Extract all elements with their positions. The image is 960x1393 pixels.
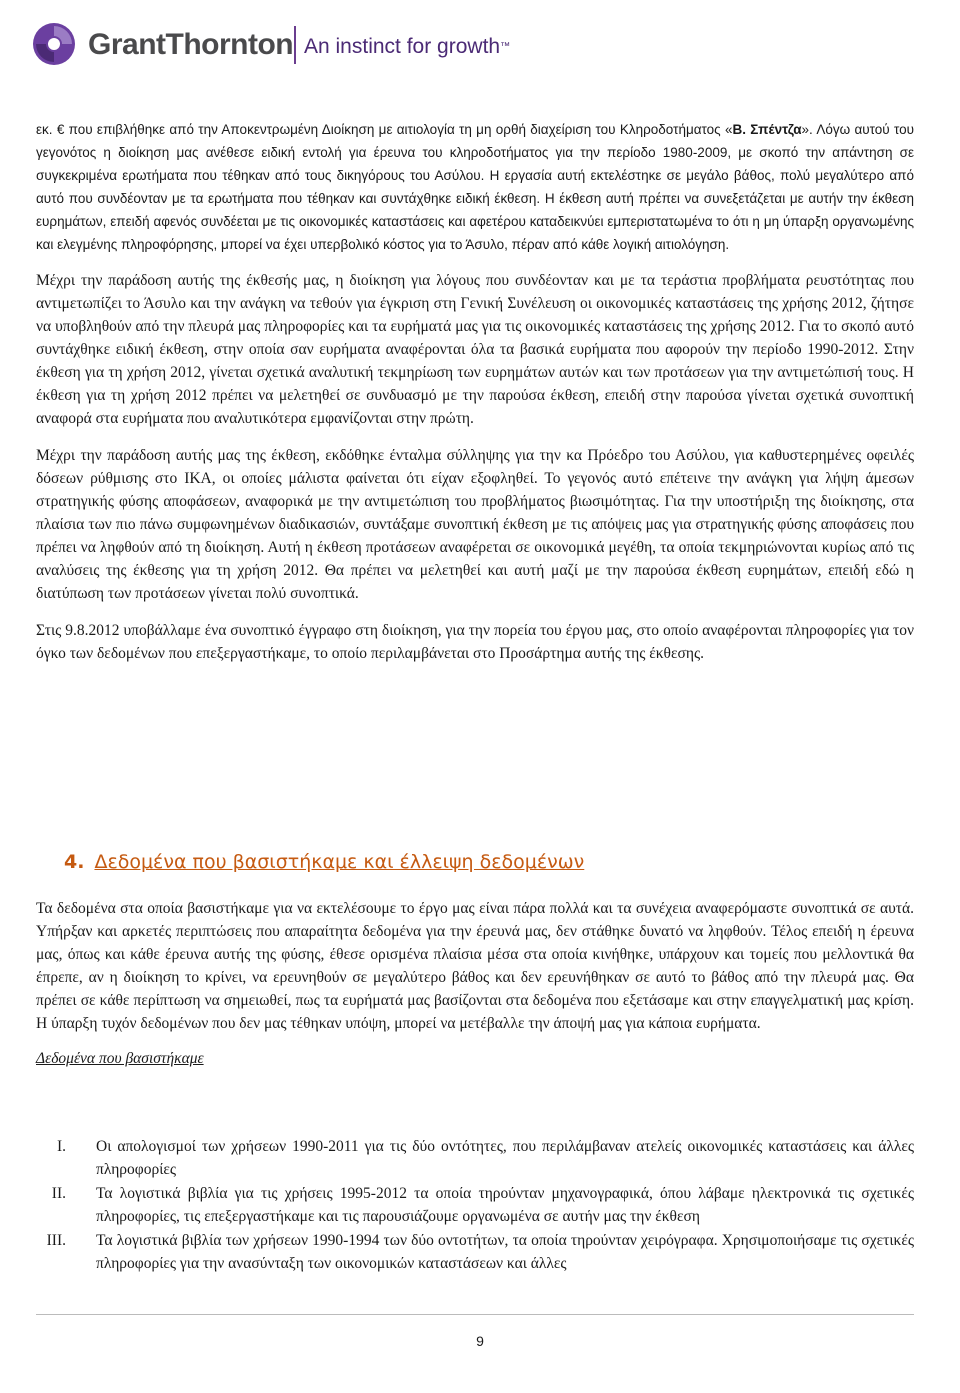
list-text: Οι απολογισμοί των χρήσεων 1990-2011 για τις δύο οντότητες, που περιλάμβαναν ατελείς οικονομικές καταστάσεις και άλλες πληροφορίες bbox=[96, 1138, 914, 1178]
text-run: ». Λόγω αυτού του γεγονότος η διοίκηση μας ανέθεσε ειδική εντολή για έρευνα του κληροδοτήματος για την περίοδο 1980-2009, με σκοπό την απάντηση σε συγκεκριμένα ερωτήματα που τέθηκαν από τους δικηγόρους του Ασύλου. Η εργασία αυτή εκτελέστηκε σε μεγάλο βάθος, πολύ μεγαλύτερο από αυτό που συνδέονταν με τα ερωτήματα που τέθηκαν και συντάχθηκε ειδική έκθεση. bbox=[36, 122, 914, 206]
section-title: Δεδομένα που βασιστήκαμε και έλλειψη δεδομένων bbox=[94, 851, 585, 873]
paragraph: Στις 9.8.2012 υποβάλλαμε ένα συνοπτικό έγγραφο στη διοίκηση, για την πορεία του έργου μας, στο οποίο αναφέρονται πληροφορίες για τον όγκο των δεδομένων που επεξεργαστήκαμε, το οποίο περιλαμβάνεται στο Προσάρτημα αυτής της έκθεσης. bbox=[36, 622, 914, 662]
main-content bbox=[36, 118, 914, 665]
brand-name: GrantThornton bbox=[88, 28, 294, 61]
list-item bbox=[36, 1229, 914, 1275]
section-paragraph: Τα δεδομένα στα οποία βασιστήκαμε για να εκτελέσουμε το έργο μας είναι πάρα πολλά και τα συνέχεια αναφερόμαστε συνοπτικά σε αυτά. Υπήρξαν και αρκετές περιπτώσεις που απαραίτητα δεδομένα για την έρευνά μας, δεν στάθηκε δυνατό να ληφθούν. Τέλος επειδή η έρευνα μας, όπως και κάθε έρευνα αυτής της φύσης, έθεσε ορισμένα πλαίσια μέσα στα οποία κινήθηκε, υπάρχουν και τομείς που μελλοντικά θα έπρεπε, αν η διοίκηση το κρίνει, να ερευνηθούν σε μεγαλύτερο βάθος και δεν ερευνήθηκαν σε αυτό το βάθος από την πλευρά μας. Θα πρέπει σε κάθε περίπτωση να σημειωθεί, πως τα ευρήματά μας βασίζονται στα δεδομένα που εξετάσαμε και στην επαγγελματική μας κρίση. Η ύπαρξη τυχόν δεδομένων που δεν μας τέθηκαν υπόψη, μπορεί να μετέβαλλε την άποψή μας για κάποια ευρήματα. bbox=[36, 900, 914, 1032]
text-run: Η έκθεση αυτή πρέπει να συνεξετάζεται με αυτήν την έκθεση ευρημάτων, επειδή αφενός συνδέεται με τις οικονομικές καταστάσεις και αφετέρου καταδεικνύει εμπεριστατωμένα το ότι η μη ύπαρξη οργανωμένης και ελεγμένης πληροφόρησης, μπορεί να έχει υπερβολικό κόστος για το Άσυλο, πέραν από κάθε λογική αιτιολόγηση. bbox=[36, 191, 914, 252]
bold-text: Β. Σπέντζα bbox=[732, 122, 802, 137]
paragraph: Μέχρι την παράδοση αυτής της έκθεσής μας, η διοίκηση για λόγους που συνδέονταν και με τα τεράστια προβλήματα ρευστότητας που αντιμετωπίζει το Άσυλο και την ανάγκη να τεθούν για έγκριση στη Γενική Συνέλευση οι οικονομικές καταστάσεις της χρήσης 2012, ζήτησε να υποβληθούν από την πλευρά μας πληροφορίες και τα ευρήματά μας για τις οικονομικές καταστάσεις της χρήσης 2012. Για το σκοπό αυτό συντάχθηκε ειδική έκθεση, στην οποία σαν ευρήματα αναφέρονται όλα τα βασικά ευρήματα που αφορούν την περίοδο 1990-2012. Στην έκθεση για τη χρήση 2012, γίνεται σχετικά αναλυτική τεκμηρίωση των ευρημάτων αυτών και των προτάσεων για την αντιμετώπισή τους. Η έκθεση για τη χρήση 2012 πρέπει να μελετηθεί σε συνδυασμό με την παρούσα έκθεση, επειδή στην παρούσα γίνεται σχετικά συνοπτική αναφορά στα ευρήματα που αναλυτικότερα εμφανίζονται στην πρώτη. bbox=[36, 272, 914, 427]
page-number: 9 bbox=[476, 1333, 484, 1349]
list-number: III. bbox=[46, 1232, 66, 1249]
header-divider bbox=[294, 26, 296, 64]
grant-thornton-logo-icon bbox=[32, 22, 76, 66]
header bbox=[32, 18, 932, 74]
section-content bbox=[36, 897, 914, 1070]
text-run: εκ. € που επιβλήθηκε από την Αποκεντρωμένη Διοίκηση με αιτιολογία τη μη ορθή διαχείριση του Κληροδοτήματος « bbox=[36, 122, 733, 137]
list-text: Τα λογιστικά βιβλία για τις χρήσεις 1995-2012 τα οποία τηρούνταν μηχανογραφικά, όπου λάβαμε ηλεκτρονικά τις σχετικές πληροφορίες, τις επεξεργαστήκαμε και τις παρουσιάζουμε οργανωμένα σε αυτήν μας την έκθεση bbox=[96, 1185, 914, 1225]
paragraph: Μέχρι την παράδοση αυτής μας της έκθεση, εκδόθηκε ένταλμα σύλληψης για την κα Πρόεδρο του Ασύλου, για καθυστερημένες οφειλές δόσεων ρύθμισης στο ΙΚΑ, οι οποίες μάλιστα φαίνεται ότι είχαν εξοφληθεί. Το γεγονός αυτό επέτεινε την ανάγκη για λήψη άμεσων στρατηγικής φύσης αποφάσεων, αναφορικά με την αντιμετώπιση του προβλήματος βιωσιμότητας. Για την υποστήριξη της διοίκησης, στα πλαίσια των πιο πάνω συμφωνημένων διαδικασιών, συντάξαμε συνοπτική έκθεση με τις απόψεις μας για στρατηγικής φύσης αποφάσεις που πρέπει να ληφθούν από τη διοίκηση. Αυτή η έκθεση προτάσεων αναφέρεται σε οικονομικά μεγέθη, τα οποία τεκμηριώνονται κυρίως από τις αναλύσεις της έκθεσης για τη χρήση 2012. Θα πρέπει να μελετηθεί και αυτή μαζί με την παρούσα έκθεση ευρημάτων, επειδή εδώ η διατύπωση των προτάσεων γίνεται πολύ συνοπτικά. bbox=[36, 447, 914, 602]
section-heading bbox=[64, 848, 584, 876]
intro-paragraph bbox=[36, 118, 914, 256]
list-item bbox=[36, 1135, 914, 1181]
tagline: An instinct for growth™ bbox=[304, 35, 511, 58]
subheading: Δεδομένα που βασιστήκαμε bbox=[36, 1050, 204, 1067]
list-number: II. bbox=[51, 1185, 66, 1202]
section-number: 4. bbox=[64, 851, 85, 873]
data-list bbox=[36, 1135, 914, 1276]
list-text: Τα λογιστικά βιβλία των χρήσεων 1990-1994 των δύο οντοτήτων, τα οποία τηρούνταν χειρόγραφα. Χρησιμοποιήσαμε τις σχετικές πληροφορίες για την ανασύνταξη των οικονομικών καταστάσεων και άλλες bbox=[96, 1232, 914, 1272]
list-item bbox=[36, 1182, 914, 1228]
footer-divider bbox=[36, 1314, 914, 1315]
list-number: I. bbox=[56, 1138, 66, 1155]
